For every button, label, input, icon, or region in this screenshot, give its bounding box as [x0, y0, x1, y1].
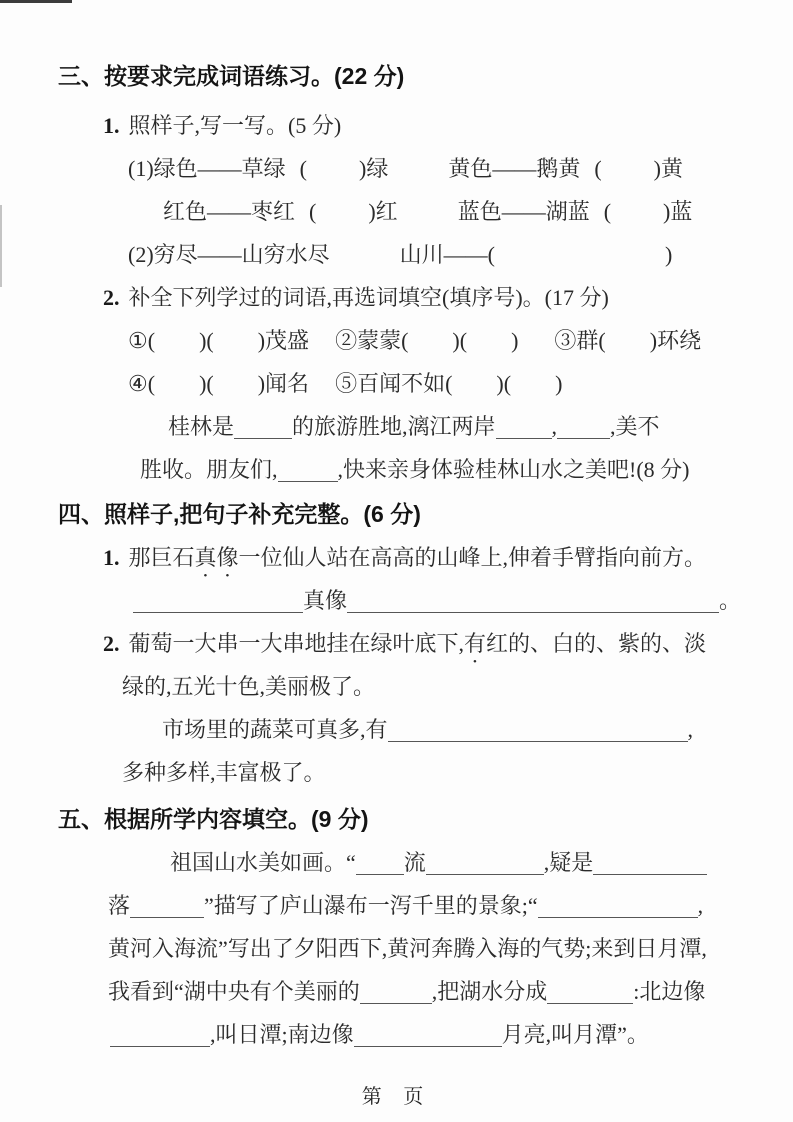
text-run: 市场里的蔬菜可真多,有: [162, 717, 388, 742]
paren-blank: [460, 328, 519, 353]
text-run: ⑤百闻不如: [335, 371, 446, 396]
answer-blank: [354, 1024, 502, 1047]
section-4-heading: [0, 493, 793, 536]
item-number: 2.: [103, 631, 120, 656]
answer-blank: [388, 719, 688, 742]
s4-q2-example-line1: [0, 622, 793, 665]
answer-blank: [356, 852, 404, 875]
paren-close-bracket: ): [665, 242, 673, 267]
text-run: 流: [403, 850, 426, 875]
text-run: 落: [108, 893, 131, 918]
paren-gap: [307, 175, 359, 176]
paren-blank: [504, 371, 563, 396]
text-run: 那巨石: [128, 545, 195, 570]
text-run: (1)绿色——草绿: [128, 156, 286, 181]
paren-close-bracket: ): [257, 328, 266, 353]
text-run: 黄色——鹅黄: [448, 156, 581, 181]
spacer: [580, 175, 594, 176]
text-run: (2)穷尽——山穷水尽: [128, 242, 330, 267]
text-run: ,美不: [610, 414, 660, 439]
s4-q1-answer-line: [0, 579, 793, 622]
answer-blank: [426, 852, 544, 875]
paren-open-bracket: (: [147, 371, 156, 396]
text-run: 葡萄一大串一大串地挂在绿叶底下,: [128, 631, 465, 656]
paren-gap: [467, 347, 511, 348]
s3-q1-row3: [0, 233, 793, 276]
item-number: 1.: [103, 113, 120, 138]
spacer: [309, 347, 335, 348]
text-run: 补全下列学过的词语,再选词填空(填序号)。(17 分): [128, 285, 609, 310]
emphasized-text: 有: [464, 631, 487, 656]
text-run: 五、根据所学内容填空。(9 分): [58, 806, 369, 832]
paren-gap: [214, 347, 258, 348]
text-run: 闻名: [265, 371, 310, 396]
s4-q2-example-line2: [0, 665, 793, 708]
answer-blank: [347, 590, 719, 613]
paren-open-bracket: (: [147, 328, 156, 353]
text-run: 红: [375, 199, 398, 224]
item-number: 1.: [103, 545, 120, 570]
answer-blank: [496, 416, 552, 439]
paren-blank: [604, 199, 671, 224]
paren-close-bracket: ): [452, 328, 460, 353]
scan-artifact-top: [0, 0, 72, 3]
paren-close-bracket: ): [199, 328, 207, 353]
text-run: ②蒙蒙: [335, 328, 402, 353]
paren-open-bracket: (: [445, 371, 453, 396]
text-run: 蓝色——湖蓝: [457, 199, 590, 224]
text-run: 黄: [661, 156, 684, 181]
paren-close-bracket: ): [649, 328, 658, 353]
answer-blank: [593, 852, 707, 875]
s5-line2: [0, 884, 793, 927]
text-run: 三、按要求完成词语练习。(22 分): [58, 63, 405, 89]
spacer: [330, 261, 400, 262]
section-3-word-exercises: [0, 55, 793, 491]
paren-gap: [155, 390, 199, 391]
s3-q2-passage-line2: [0, 448, 793, 491]
section-5-heading: [0, 798, 793, 841]
s5-line3: [0, 927, 793, 970]
text-run: ,把湖水分成: [431, 979, 548, 1004]
s4-q1-example: [0, 536, 793, 579]
paren-blank: [401, 328, 460, 353]
paren-close-bracket: ): [358, 156, 367, 181]
spacer: [388, 175, 448, 176]
text-run: 四、照样子,把句子补充完整。(6 分): [58, 501, 421, 527]
answer-blank: [547, 981, 633, 1004]
emphasized-text: 真像: [194, 545, 239, 570]
text-run: ,: [697, 893, 704, 918]
paren-open-bracket: (: [299, 156, 307, 181]
text-run: :北边像: [633, 979, 706, 1004]
paren-open-bracket: (: [487, 242, 495, 267]
paren-open-bracket: (: [459, 328, 468, 353]
answer-blank: [130, 895, 204, 918]
paren-blank: [488, 242, 673, 267]
paren-blank: [300, 156, 367, 181]
text-run: ”描写了庐山瀑布一泻千里的景象;“: [204, 893, 538, 918]
text-run: ,叫日潭;南边像: [210, 1022, 354, 1047]
paren-open-bracket: (: [594, 156, 602, 181]
s4-q2-answer-line2: [0, 751, 793, 794]
spacer: [590, 218, 604, 219]
s3-q2-passage-line1: [0, 405, 793, 448]
s5-line4: [0, 970, 793, 1013]
text-run: ③群: [554, 328, 599, 353]
paren-open-bracket: (: [401, 328, 409, 353]
text-run: 的旅游胜地,漓江两岸: [292, 414, 496, 439]
text-run: 桂林是: [168, 414, 235, 439]
section-4-sentence-completion: [0, 493, 793, 794]
paren-blank: [148, 328, 207, 353]
s3-q2-words-row1: [0, 319, 793, 362]
answer-blank: [538, 895, 698, 918]
paren-blank: [598, 328, 657, 353]
paren-close-bracket: ): [663, 199, 671, 224]
text-run: 茂盛: [265, 328, 310, 353]
scan-artifact-left: [0, 205, 2, 287]
s3-q1-row1: [0, 147, 793, 190]
text-run: 黄河入海流”写出了夕阳西下,黄河奔腾入海的气势;来到日月潭,: [108, 936, 707, 961]
text-run: ,: [551, 414, 558, 439]
paren-close-bracket: ): [511, 328, 519, 353]
paren-gap: [408, 347, 452, 348]
paren-close-bracket: ): [368, 199, 376, 224]
text-run: 绿的,五光十色,美丽极了。: [122, 674, 376, 699]
paren-gap: [495, 261, 665, 262]
text-run: 一位仙人站在高高的山峰上,伸着手臂指向前方。: [238, 545, 707, 570]
text-run: ①: [128, 328, 148, 353]
paren-gap: [511, 390, 555, 391]
spacer: [286, 175, 300, 176]
answer-blank: [278, 459, 338, 482]
text-run: 多种多样,丰富极了。: [122, 760, 326, 785]
answer-blank: [557, 416, 610, 439]
paren-blank: [445, 371, 504, 396]
s3-q2-instruction: [0, 276, 793, 319]
paren-open-bracket: (: [503, 371, 512, 396]
paren-gap: [602, 175, 654, 176]
paren-open-bracket: (: [598, 328, 606, 353]
paren-gap: [606, 347, 650, 348]
page-footer: [0, 1076, 793, 1119]
s5-line5: [0, 1013, 793, 1056]
paren-blank: [206, 371, 265, 396]
text-run: 蓝: [670, 199, 693, 224]
text-run: 我看到“湖中央有个美丽的: [108, 979, 360, 1004]
page-footer-label: 第 页: [361, 1086, 432, 1108]
paren-blank: [594, 156, 661, 181]
s3-q2-words-row2: [0, 362, 793, 405]
s3-q1-row2: [0, 190, 793, 233]
paren-gap: [316, 218, 368, 219]
spacer: [295, 218, 309, 219]
paren-close-bracket: ): [496, 371, 504, 396]
text-run: 绿: [366, 156, 389, 181]
text-run: ,快来亲身体验桂林山水之美吧!(8 分): [337, 457, 690, 482]
paren-open-bracket: (: [309, 199, 317, 224]
text-run: 月亮,叫月潭”。: [501, 1022, 649, 1047]
s3-q1-instruction: [0, 104, 793, 147]
text-run: 环绕: [657, 328, 702, 353]
text-run: ,疑是: [543, 850, 594, 875]
text-run: 红色——枣红: [163, 199, 296, 224]
paren-blank: [206, 328, 265, 353]
text-run: 胜收。朋友们,: [140, 457, 278, 482]
paren-open-bracket: (: [206, 371, 214, 396]
paren-close-bracket: ): [199, 371, 207, 396]
text-run: ,: [687, 717, 694, 742]
spacer: [518, 347, 554, 348]
paren-close-bracket: ): [653, 156, 661, 181]
s5-line1: [0, 841, 793, 884]
paren-open-bracket: (: [603, 199, 612, 224]
text-run: 照样子,写一写。(5 分): [128, 113, 342, 138]
answer-blank: [133, 590, 303, 613]
paren-blank: [309, 199, 376, 224]
paren-open-bracket: (: [206, 328, 214, 353]
paren-close-bracket: ): [555, 371, 563, 396]
answer-blank: [110, 1024, 210, 1047]
section-5-fill-in-blanks: [0, 798, 793, 1056]
text-run: 红的、白的、紫的、淡: [486, 631, 707, 656]
text-run: 祖国山水美如画。“: [170, 850, 356, 875]
answer-blank: [360, 981, 432, 1004]
paren-close-bracket: ): [257, 371, 266, 396]
spacer: [398, 218, 458, 219]
text-run: 。: [719, 588, 742, 613]
text-run: 真像: [303, 588, 348, 613]
item-number: 2.: [103, 285, 120, 310]
spacer: [309, 390, 335, 391]
paren-blank: [148, 371, 207, 396]
text-run: ④: [128, 371, 148, 396]
text-run: 山川——: [399, 242, 488, 267]
paren-gap: [155, 347, 199, 348]
paren-gap: [452, 390, 496, 391]
paren-gap: [214, 390, 258, 391]
s4-q2-answer-line1: [0, 708, 793, 751]
answer-blank: [234, 416, 292, 439]
paren-gap: [611, 218, 663, 219]
section-3-heading: [0, 55, 793, 98]
